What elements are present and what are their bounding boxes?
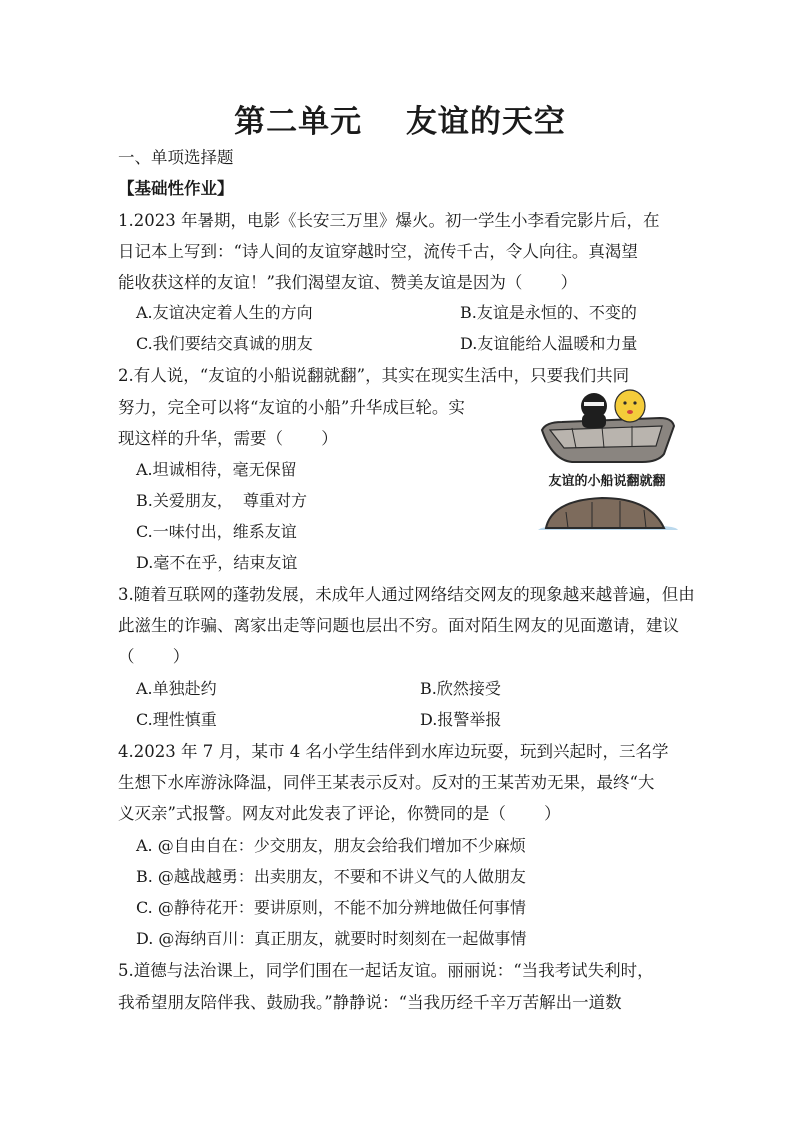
question-1-option-d: D.友谊能给人温暖和力量 xyxy=(460,334,638,353)
question-4-option-b: B. @越战越勇：出卖朋友，不要和不讲义气的人做朋友 xyxy=(136,867,526,886)
question-4-option-d: D. @海纳百川：真正朋友，就要时时刻刻在一起做事情 xyxy=(136,929,527,948)
question-4-line-1: 4.2023 年 7 月，某市 4 名小学生结伴到水库边玩耍，玩到兴起时，三名学 xyxy=(118,742,669,761)
boat-cartoon-image xyxy=(532,388,682,540)
capsized-boat-icon xyxy=(538,498,678,530)
question-4-line-3: 义灭亲”式报警。网友对此发表了评论，你赞同的是（ ） xyxy=(118,804,561,823)
question-5-line-1: 5.道德与法治课上，同学们围在一起话友谊。丽丽说：“当我考试失利时， xyxy=(118,961,654,980)
question-1-line-2: 日记本上写到：“诗人间的友谊穿越时空，流传千古，令人向往。真渴望 xyxy=(118,242,638,261)
boat-caption: 友谊的小船说翻就翻 xyxy=(548,474,666,489)
question-2-option-a: A.坦诚相待，毫无保留 xyxy=(136,460,297,479)
section-heading: 一、单项选择题 xyxy=(118,148,234,167)
subsection-heading: 【基础性作业】 xyxy=(118,179,234,198)
question-3-option-a: A.单独赴约 xyxy=(136,679,217,698)
question-4-option-c: C. @静待花开：要讲原则，不能不加分辨地做任何事情 xyxy=(136,898,526,917)
question-2-line-1: 2.有人说，“友谊的小船说翻就翻”，其实在现实生活中，只要我们共同 xyxy=(118,366,630,385)
question-1-option-c: C.我们要结交真诚的朋友 xyxy=(136,334,313,353)
question-1-option-b: B.友谊是永恒的、不变的 xyxy=(460,303,637,322)
question-2-option-c: C.一味付出，维系友谊 xyxy=(136,522,297,541)
question-2-option-d: D.毫不在乎，结束友谊 xyxy=(136,553,298,572)
upright-boat-icon xyxy=(542,390,674,462)
question-1-line-1: 1.2023 年暑期，电影《长安三万里》爆火。初一学生小李看完影片后，在 xyxy=(118,211,660,230)
question-4-option-a: A. @自由自在：少交朋友，朋友会给我们增加不少麻烦 xyxy=(136,836,526,855)
question-5-line-2: 我希望朋友陪伴我、鼓励我。”静静说：“当我历经千辛万苦解出一道数 xyxy=(118,993,622,1012)
question-1-option-a: A.友谊决定着人生的方向 xyxy=(136,303,313,322)
question-2-line-3: 现这样的升华，需要（ ） xyxy=(118,429,338,448)
question-2-option-b: B.关爱朋友， 尊重对方 xyxy=(136,491,308,510)
question-3-line-3: （ ） xyxy=(118,647,190,666)
question-3-line-2: 此滋生的诈骗、离家出走等问题也层出不穷。面对陌生网友的见面邀请，建议 xyxy=(118,616,679,635)
question-3-option-b: B.欣然接受 xyxy=(420,679,501,698)
page-title: 第二单元 友谊的天空 xyxy=(234,104,566,140)
question-1-line-3: 能收获这样的友谊！”我们渴望友谊、赞美友谊是因为（ ） xyxy=(118,273,578,292)
question-3-option-d: D.报警举报 xyxy=(420,710,502,729)
question-3-line-1: 3.随着互联网的蓬勃发展，未成年人通过网络结交网友的现象越来越普遍，但由 xyxy=(118,585,695,604)
question-2-line-2: 努力，完全可以将“友谊的小船”升华成巨轮。实 xyxy=(118,398,465,417)
question-4-line-2: 生想下水库游泳降温，同伴王某表示反对。反对的王某苦劝无果，最终“大 xyxy=(118,773,655,792)
question-3-option-c: C.理性慎重 xyxy=(136,710,217,729)
